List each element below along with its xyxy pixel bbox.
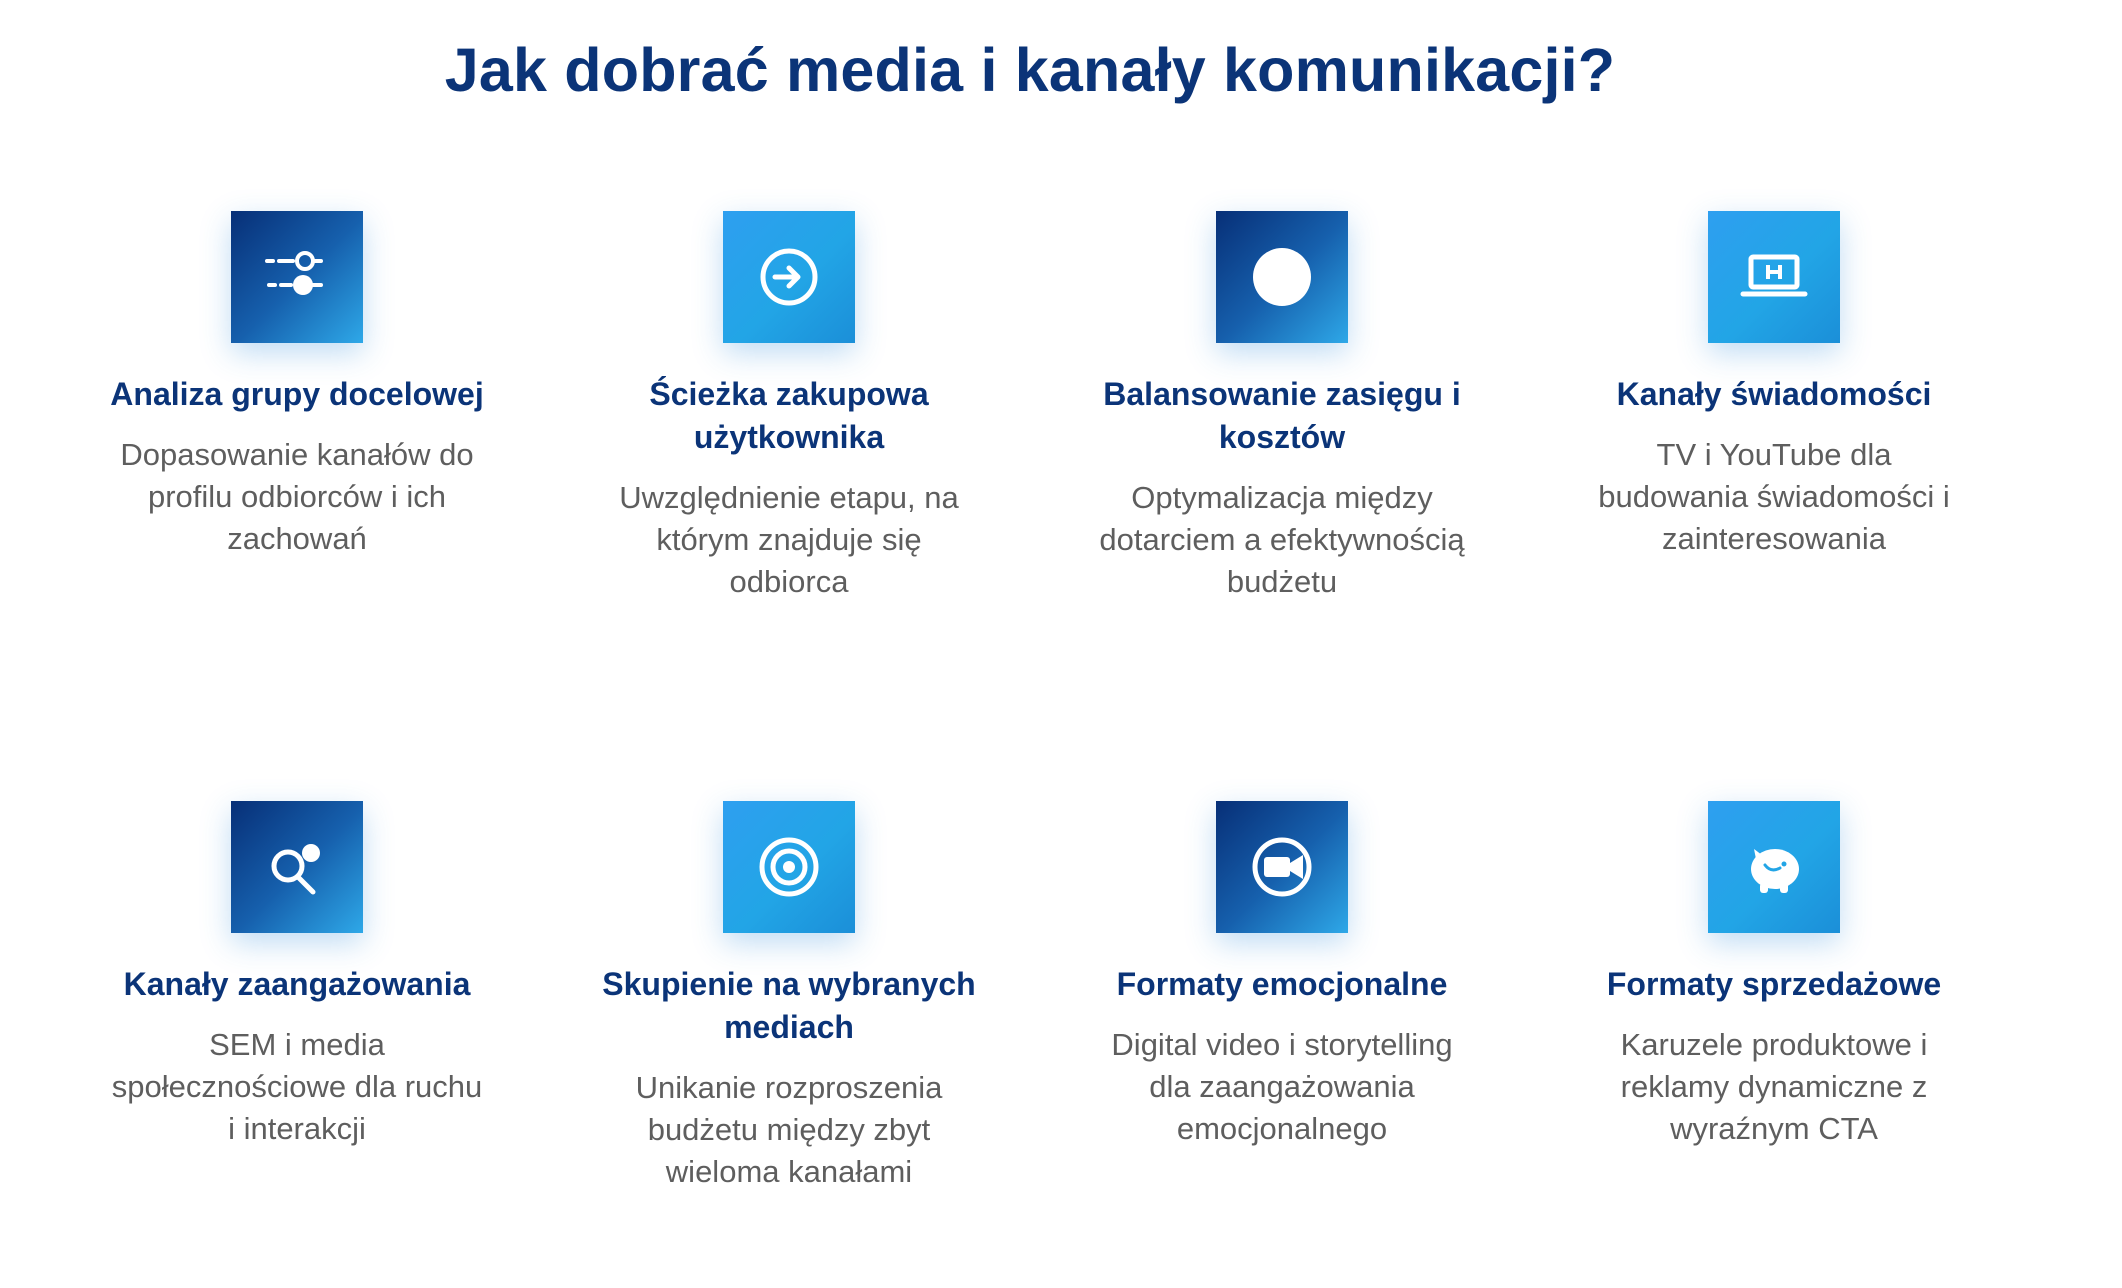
piggy-bank-icon bbox=[1738, 831, 1810, 903]
target-icon bbox=[753, 831, 825, 903]
card-reach-cost-balance bbox=[1042, 211, 1522, 603]
icon-tile bbox=[1708, 801, 1840, 933]
card-media-focus bbox=[549, 801, 1029, 1193]
card-sales-formats bbox=[1534, 801, 2014, 1150]
page-title: Jak dobrać media i kanały komunikacji? bbox=[444, 36, 1616, 104]
card-description: Dopasowanie kanałów do profilu odbiorców i ich zachowań bbox=[120, 437, 474, 556]
arrow-circle-right-icon bbox=[753, 241, 825, 313]
card-title: Balansowanie zasięgu i kosztów bbox=[1103, 376, 1461, 455]
sliders-icon bbox=[261, 241, 333, 313]
card-title: Formaty sprzedażowe bbox=[1606, 966, 1942, 1002]
icon-tile bbox=[1708, 211, 1840, 343]
card-title: Analiza grupy docelowej bbox=[110, 376, 484, 412]
card-description: Karuzele produktowe i reklamy dynamiczne z wyraźnym CTA bbox=[1620, 1027, 1928, 1146]
filled-circle-icon bbox=[1246, 241, 1318, 313]
card-audience-analysis bbox=[57, 211, 537, 560]
card-description: Optymalizacja między dotarciem a efektywnością budżetu bbox=[1099, 480, 1465, 599]
card-emotional-formats bbox=[1042, 801, 1522, 1150]
card-description: TV i YouTube dla budowania świadomości i zainteresowania bbox=[1598, 437, 1950, 556]
card-awareness-channels bbox=[1534, 211, 2014, 560]
card-purchase-path bbox=[549, 211, 1029, 603]
card-engagement-channels bbox=[57, 801, 537, 1150]
icon-tile bbox=[1216, 801, 1348, 933]
card-title: Formaty emocjonalne bbox=[1116, 966, 1448, 1002]
laptop-icon bbox=[1738, 241, 1810, 313]
card-title: Ścieżka zakupowa użytkownika bbox=[649, 376, 929, 455]
icon-tile bbox=[1216, 211, 1348, 343]
card-title: Skupienie na wybranych mediach bbox=[602, 966, 976, 1045]
video-camera-icon bbox=[1246, 831, 1318, 903]
icon-tile bbox=[723, 211, 855, 343]
card-title: Kanały zaangażowania bbox=[123, 966, 471, 1002]
icon-tile bbox=[723, 801, 855, 933]
card-description: Digital video i storytelling dla zaangażowania emocjonalnego bbox=[1111, 1027, 1453, 1146]
icon-tile bbox=[231, 211, 363, 343]
card-description: Uwzględnienie etapu, na którym znajduje się odbiorca bbox=[619, 480, 959, 599]
card-description: SEM i media społecznościowe dla ruchu i interakcji bbox=[111, 1027, 483, 1146]
card-description: Unikanie rozproszenia budżetu między zbyt wieloma kanałami bbox=[635, 1070, 943, 1189]
card-title: Kanały świadomości bbox=[1616, 376, 1932, 412]
search-person-icon bbox=[261, 831, 333, 903]
icon-tile bbox=[231, 801, 363, 933]
